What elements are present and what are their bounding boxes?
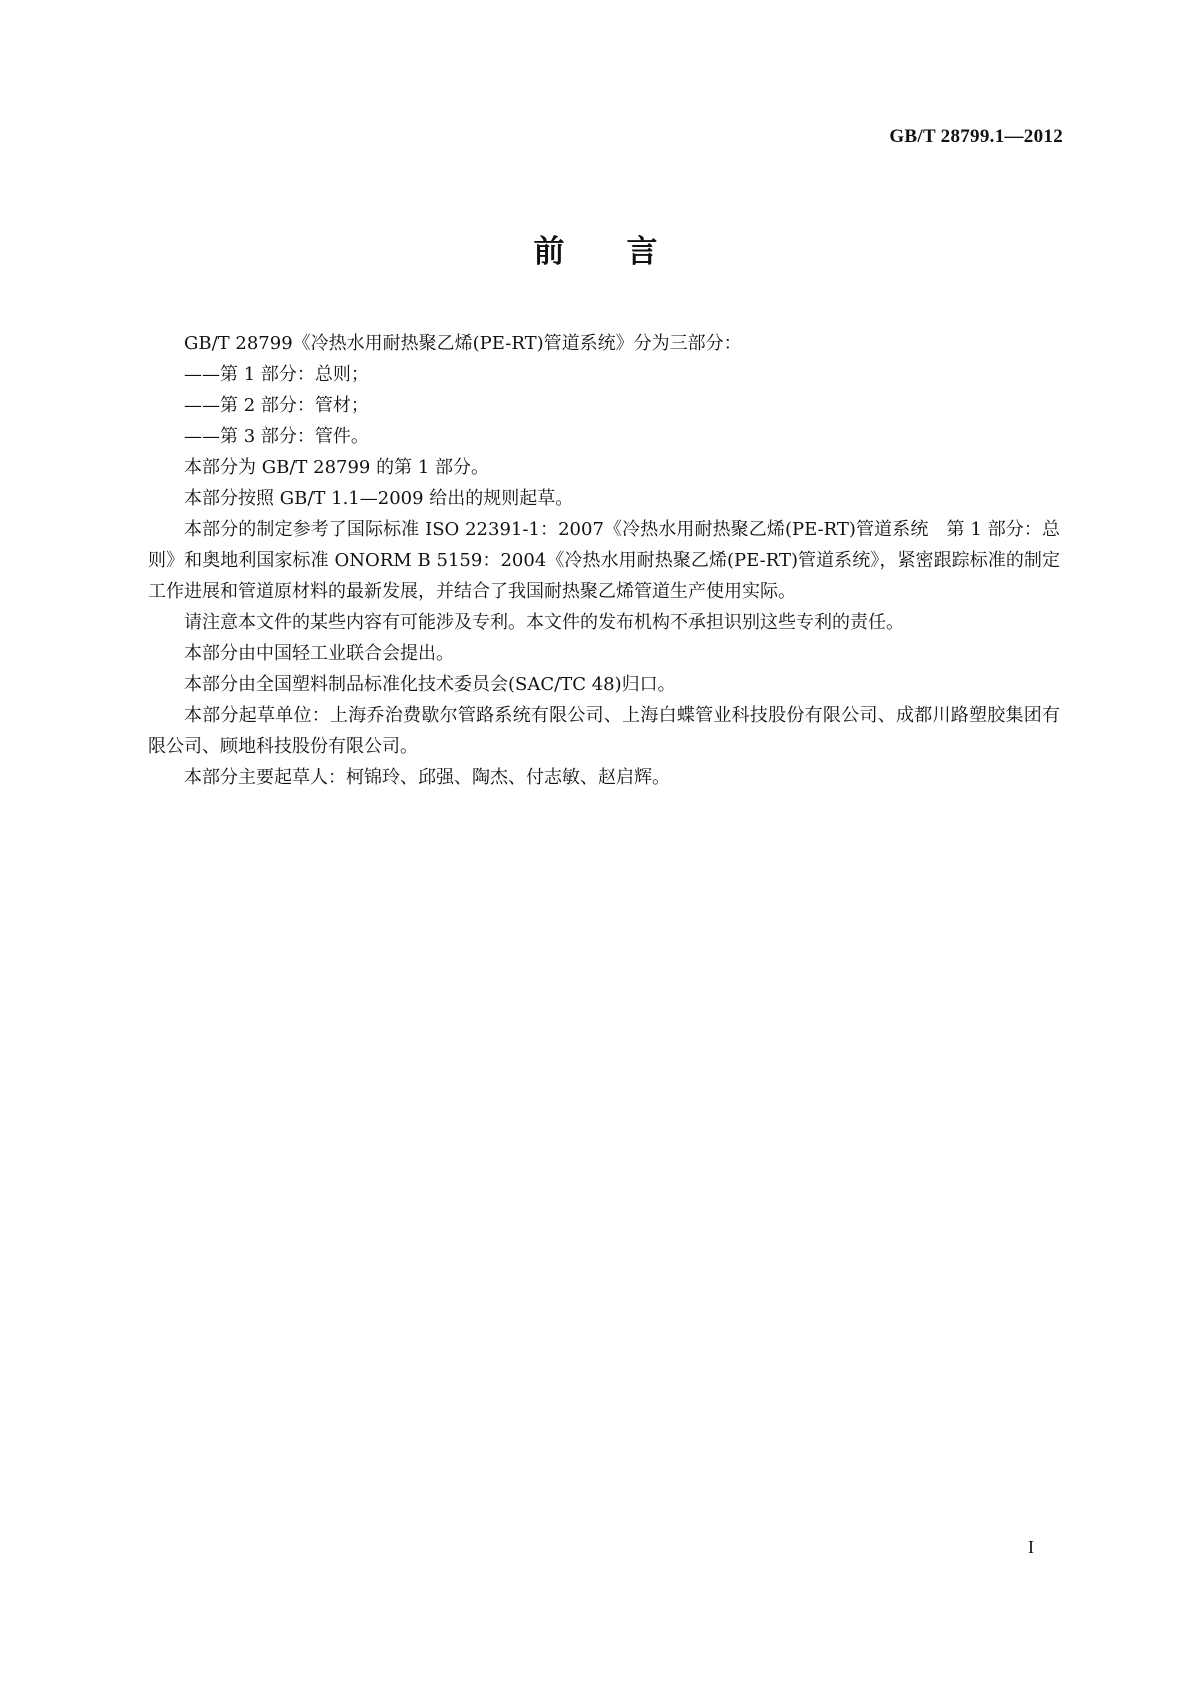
page-title <box>0 226 1191 271</box>
paragraph-references: 本部分的制定参考了国际标准 ISO 22391-1：2007《冷热水用耐热聚乙烯(PE-RT)管道系统 第 1 部分：总则》和奥地利国家标准 ONORM B 5159：2004《冷热水用耐热聚乙烯(PE-RT)管道系统》，紧密跟踪标准的制定工作进展和管道原材料的最新发展，并结合了我国耐热聚乙烯管道生产使用实际。 <box>148 519 1060 602</box>
title-char-1: 前 <box>533 234 565 270</box>
paragraph-part-3: ——第 3 部分：管件。 <box>184 426 369 447</box>
paragraph-patent-notice: 请注意本文件的某些内容有可能涉及专利。本文件的发布机构不承担识别这些专利的责任。 <box>184 612 904 633</box>
foreword-body <box>148 328 1060 793</box>
paragraph-technical-committee: 本部分由全国塑料制品标准化技术委员会(SAC/TC 48)归口。 <box>184 674 676 695</box>
paragraph-drafting-units: 本部分起草单位：上海乔治费歇尔管路系统有限公司、上海白蝶管业科技股份有限公司、成都川路塑胶集团有限公司、顾地科技股份有限公司。 <box>148 705 1060 757</box>
paragraph-parts-intro: GB/T 28799《冷热水用耐热聚乙烯(PE-RT)管道系统》分为三部分： <box>184 333 742 354</box>
standard-code: GB/T 28799.1—2012 <box>889 126 1063 147</box>
paragraph-drafters: 本部分主要起草人：柯锦玲、邱强、陶杰、付志敏、赵启辉。 <box>184 767 670 788</box>
page-number: I <box>1028 1537 1034 1557</box>
paragraph-proposed-by: 本部分由中国轻工业联合会提出。 <box>184 643 454 664</box>
paragraph-this-part: 本部分为 GB/T 28799 的第 1 部分。 <box>184 457 489 478</box>
title-char-2: 言 <box>626 234 658 270</box>
paragraph-drafting-rules: 本部分按照 GB/T 1.1—2009 给出的规则起草。 <box>184 488 574 509</box>
paragraph-part-1: ——第 1 部分：总则； <box>184 364 369 385</box>
paragraph-part-2: ——第 2 部分：管材； <box>184 395 369 416</box>
